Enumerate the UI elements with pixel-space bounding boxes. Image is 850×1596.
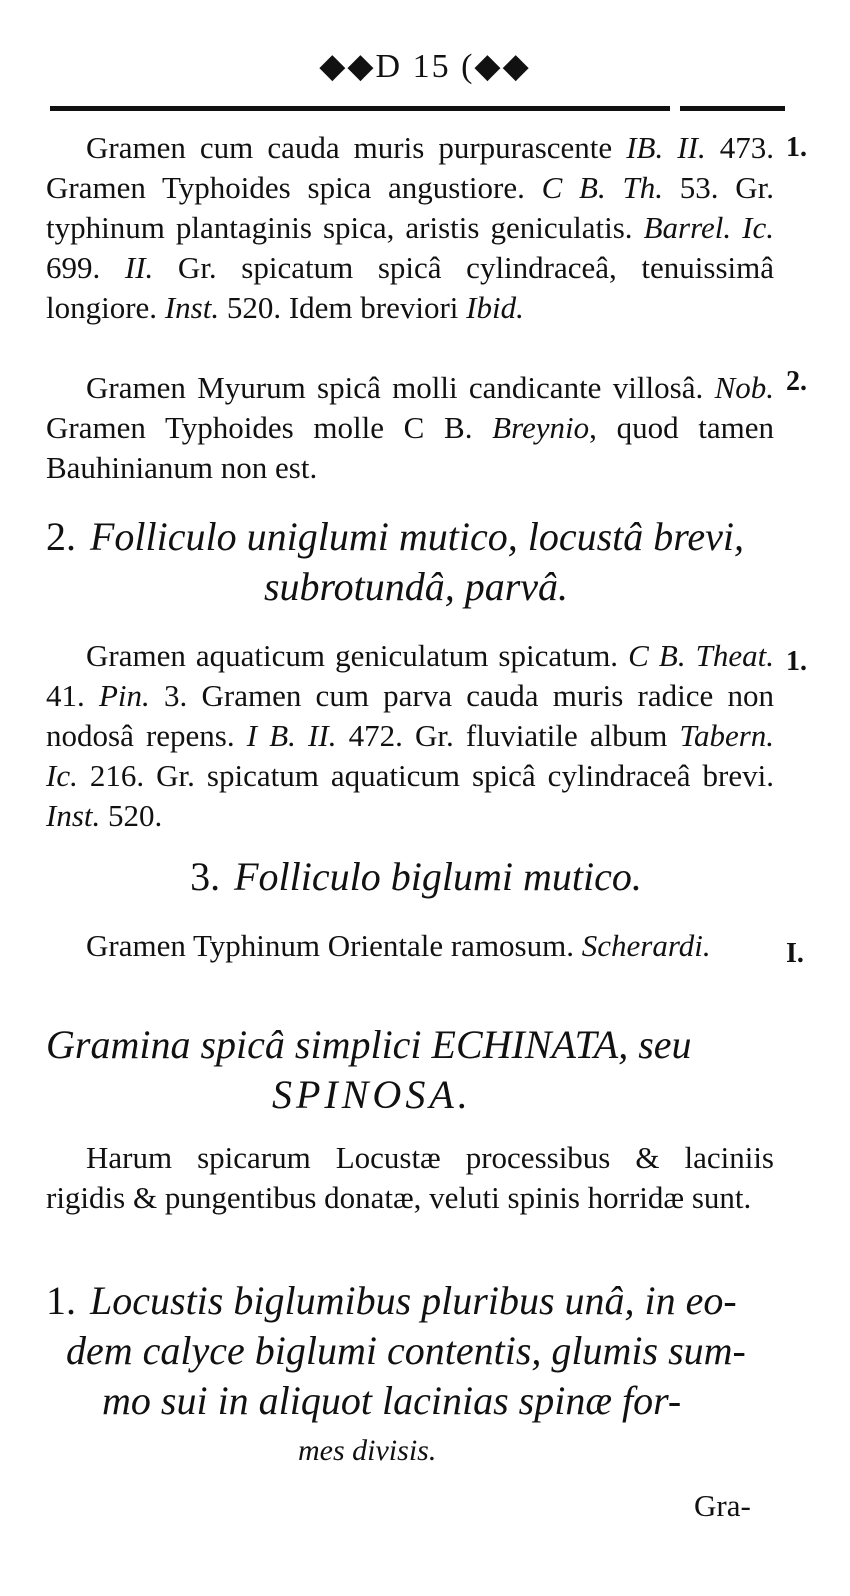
- body-text: 216. Gr. spicatum aquaticum spicâ cylindraceâ brevi.: [77, 758, 774, 793]
- heading-line: mes divisis.: [298, 1434, 437, 1467]
- citation-text: Ibid.: [466, 290, 524, 325]
- citation-text: I B. II.: [246, 718, 337, 753]
- citation-text: Breynio: [492, 410, 590, 445]
- section-heading-locustis: [46, 1276, 786, 1476]
- body-text: 3. Gramen cum parva cauda muris radice non nodosâ repens.: [46, 678, 774, 753]
- body-text: 699.: [46, 250, 125, 285]
- citation-text: C B. Th.: [541, 170, 663, 205]
- body-text: Gramen Typhinum Orientale ramosum.: [86, 928, 582, 963]
- heading-line: mo sui in aliquot lacinias spinæ for-: [102, 1378, 682, 1423]
- paragraph-gramen-myurum: [46, 368, 774, 488]
- page-number: 15: [412, 48, 451, 85]
- header-rule-left: [50, 106, 670, 111]
- paragraph-harum-spicarum: [46, 1138, 774, 1218]
- section-heading-echinata: [46, 1020, 786, 1120]
- body-text: 520. Idem breviori: [219, 290, 467, 325]
- heading-number: 1.: [46, 1278, 76, 1323]
- paragraph-gramen-typhinum: [46, 926, 774, 966]
- body-text: 472. Gr. fluviatile album: [336, 718, 680, 753]
- body-text: , quod tamen Bauhinianum non est.: [46, 410, 774, 485]
- header-right-ornament: (◆◆: [461, 48, 531, 85]
- heading-line: Locustis biglumibus pluribus unâ, in eo-: [90, 1278, 737, 1323]
- header-left-ornament: ◆◆D: [319, 48, 403, 85]
- catchword: Gra-: [694, 1488, 751, 1523]
- body-text: Gramen Myurum spicâ molli candicante villosâ.: [86, 370, 715, 405]
- citation-text: II.: [124, 250, 154, 285]
- margin-number: I.: [786, 938, 804, 969]
- body-text: Gramen Typhoides molle C B.: [46, 410, 493, 445]
- citation-text: Nob.: [714, 370, 774, 405]
- paragraph-gramen-cauda-muris: [46, 128, 774, 328]
- heading-line: dem calyce biglumi contentis, glumis sum-: [66, 1328, 746, 1373]
- margin-number: 1.: [786, 646, 807, 677]
- paragraph-gramen-aquaticum: [46, 636, 774, 836]
- body-text: Gramen aquaticum geniculatum spicatum.: [86, 638, 629, 673]
- heading-line: subrotundâ, parvâ.: [263, 564, 569, 609]
- heading-line: Gramina spicâ simplici ECHINATA, seu: [46, 1022, 692, 1067]
- body-text: 473. Gramen Typhoides spica angustiore.: [46, 130, 775, 205]
- heading-number: 3.: [190, 854, 221, 899]
- body-text: 41.: [46, 678, 99, 713]
- margin-number: 1.: [786, 132, 807, 163]
- heading-number: 2.: [46, 514, 76, 559]
- section-heading-3: [46, 852, 786, 902]
- citation-text: Inst.: [164, 290, 220, 325]
- header-rule-right: [680, 106, 785, 111]
- heading-line: SPINOSA.: [272, 1072, 472, 1117]
- body-text: Gramen cum cauda muris purpurascente: [86, 130, 627, 165]
- body-text: 520.: [100, 798, 163, 833]
- citation-text: Inst.: [46, 798, 101, 833]
- page-header: [0, 46, 850, 86]
- section-heading-2: [46, 512, 786, 612]
- citation-text: C B. Theat.: [628, 638, 775, 673]
- citation-text: Tabern. Ic.: [46, 718, 775, 793]
- body-text: Harum spicarum Locustæ processibus & laciniis rigidis & pungentibus donatæ, veluti spinis horridæ sunt.: [46, 1140, 774, 1215]
- citation-text: IB. II.: [626, 130, 706, 165]
- body-text: Gr. spicatum spicâ cylindraceâ, tenuissimâ longiore.: [46, 250, 775, 325]
- heading-line: Folliculo biglumi mutico.: [234, 854, 642, 899]
- margin-number: 2.: [786, 366, 807, 397]
- body-text: 53. Gr. typhinum plantaginis spica, aristis geniculatis.: [46, 170, 774, 245]
- citation-text: Pin.: [98, 678, 150, 713]
- citation-text: Scherardi.: [581, 928, 711, 963]
- heading-line: Folliculo uniglumi mutico, locustâ brevi,: [90, 514, 744, 559]
- citation-text: Barrel. Ic.: [643, 210, 774, 245]
